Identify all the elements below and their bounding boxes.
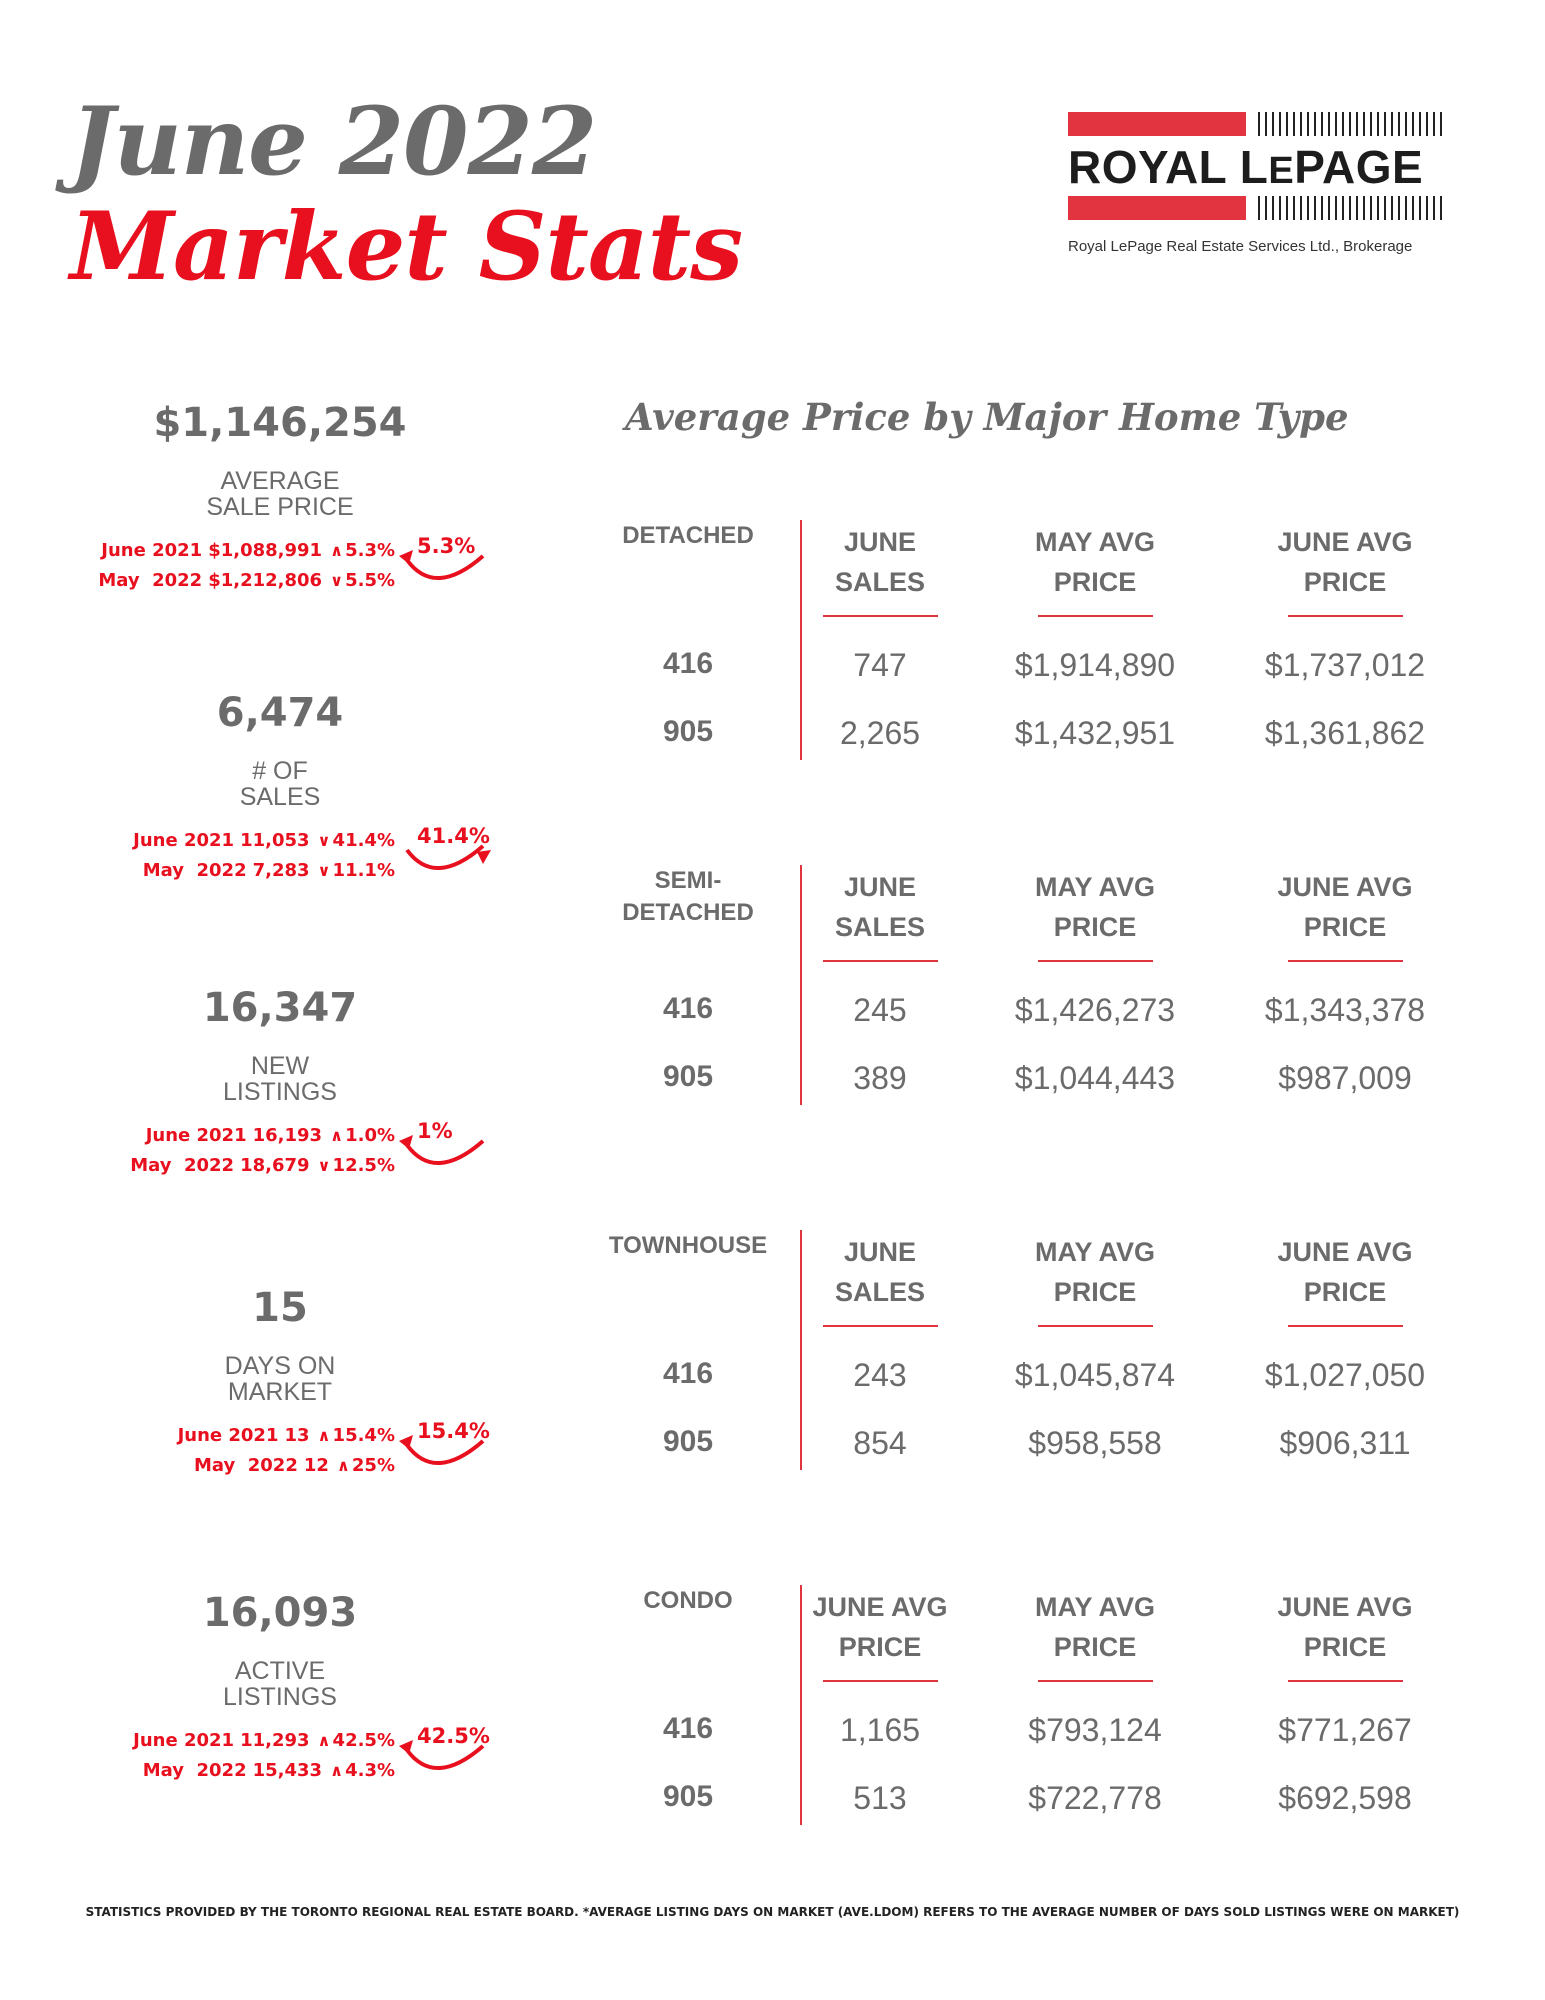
table-cell: $1,361,862: [1264, 715, 1426, 751]
column-header: MAY AVG: [1034, 1237, 1156, 1267]
column-header: SALES: [834, 567, 926, 597]
comparison-period: June 2021: [133, 830, 235, 851]
caret-up-icon: ∧: [317, 1426, 331, 1445]
logo-red-bar-bottom: [1068, 196, 1246, 220]
table-cell: 1,165: [839, 1712, 921, 1748]
column-underline: [823, 960, 938, 962]
column-header: PRICE: [1053, 1632, 1137, 1662]
logo-red-bar-top: [1068, 112, 1246, 136]
comparison-period: May 2022: [98, 570, 203, 591]
comparison-change: 1.0%: [345, 1125, 395, 1146]
table-cell: $793,124: [1028, 1712, 1162, 1748]
column-underline: [823, 1680, 938, 1682]
table-cell: 513: [853, 1780, 907, 1816]
area-code: 416: [662, 1357, 714, 1390]
column-header: PRICE: [1053, 912, 1137, 942]
column-header: PRICE: [1303, 912, 1387, 942]
column-header: JUNE: [843, 872, 917, 902]
caret-up-icon: ∧: [336, 1456, 350, 1475]
comparison-amount: $1,212,806: [208, 570, 323, 591]
stat-label: LISTINGS: [223, 1683, 337, 1711]
stat-block: [100, 690, 460, 810]
stat-block: [100, 1590, 460, 1710]
comparison-amount: 18,679: [240, 1155, 310, 1176]
area-code: 416: [662, 1712, 714, 1745]
comparison-period: May 2022: [130, 1155, 235, 1176]
caret-down-icon: ∨: [330, 571, 344, 590]
comparison-change: 5.3%: [345, 540, 395, 561]
comparison-row: [146, 1125, 395, 1146]
column-header: JUNE AVG: [1277, 1237, 1413, 1267]
column-underline: [1038, 1325, 1153, 1327]
caret-down-icon: ∨: [317, 861, 331, 880]
royal-lepage-logo: [1068, 112, 1444, 262]
caret-up-icon: ∧: [330, 1126, 344, 1145]
column-underline: [1288, 960, 1403, 962]
table-cell: $1,737,012: [1264, 647, 1426, 683]
column-header: MAY AVG: [1034, 527, 1156, 557]
column-header: JUNE AVG: [812, 1592, 948, 1622]
comparison-amount: $1,088,991: [208, 540, 323, 561]
area-code: 905: [662, 715, 714, 748]
title-line-1: June 2022: [70, 87, 597, 197]
area-code: 905: [662, 1425, 714, 1458]
comparison-amount: 11,053: [240, 830, 310, 851]
comparison-change: 4.3%: [345, 1760, 395, 1781]
column-underline: [823, 615, 938, 617]
comparison-amount: 16,193: [252, 1125, 323, 1146]
home-type-label: TOWNHOUSE: [608, 1232, 768, 1259]
table-cell: $987,009: [1278, 1060, 1412, 1096]
stat-label: # OF: [252, 757, 308, 785]
table-cell: 747: [853, 647, 907, 683]
stat-label: SALE PRICE: [206, 493, 354, 521]
stat-block: [100, 400, 460, 520]
home-type-label: DETACHED: [622, 899, 754, 926]
stat-value: 15: [252, 1285, 308, 1331]
column-header: PRICE: [838, 1632, 922, 1662]
column-header: PRICE: [1053, 567, 1137, 597]
comparison-change: 15.4%: [332, 1425, 395, 1446]
caret-down-icon: ∨: [317, 831, 331, 850]
stat-label: MARKET: [227, 1378, 333, 1406]
comparison-amount: 13: [284, 1425, 310, 1446]
comparison-row: [98, 570, 395, 591]
caret-down-icon: ∨: [317, 1156, 331, 1175]
table-cell: 389: [853, 1060, 907, 1096]
stat-block: [100, 985, 460, 1105]
table-cell: $1,432,951: [1014, 715, 1176, 751]
stat-label: DAYS ON: [224, 1352, 336, 1380]
logo-wordmark: ROYAL LEPAGE: [1068, 141, 1424, 193]
stat-label: ACTIVE: [234, 1657, 326, 1685]
stat-value: $1,146,254: [153, 400, 407, 446]
comparison-change: 11.1%: [332, 860, 395, 881]
column-header: JUNE: [843, 527, 917, 557]
change-badge: 5.3%: [417, 534, 476, 558]
comparison-change: 5.5%: [345, 570, 395, 591]
column-header: JUNE AVG: [1277, 527, 1413, 557]
table-cell: 245: [853, 992, 907, 1028]
table-cell: 854: [853, 1425, 907, 1461]
table-cell: $1,045,874: [1014, 1357, 1176, 1393]
column-underline: [1288, 1680, 1403, 1682]
comparison-amount: 15,433: [252, 1760, 323, 1781]
table-cell: $1,027,050: [1264, 1357, 1426, 1393]
column-header: PRICE: [1303, 567, 1387, 597]
comparison-amount: 7,283: [252, 860, 310, 881]
column-header: PRICE: [1303, 1277, 1387, 1307]
stat-block: [100, 1285, 460, 1405]
change-badge: 42.5%: [417, 1724, 490, 1748]
comparison-amount: 11,293: [240, 1730, 310, 1751]
comparison-row: [143, 1760, 395, 1781]
column-underline: [1288, 1325, 1403, 1327]
caret-up-icon: ∧: [317, 1731, 331, 1750]
comparison-amount: 12: [303, 1455, 329, 1476]
column-header: PRICE: [1303, 1632, 1387, 1662]
stat-label: NEW: [250, 1052, 310, 1080]
column-underline: [823, 1325, 938, 1327]
table-cell: $1,426,273: [1014, 992, 1176, 1028]
area-code: 416: [662, 647, 714, 680]
change-badge: 15.4%: [417, 1419, 490, 1443]
stat-label: SALES: [239, 783, 321, 811]
footer-note: STATISTICS PROVIDED BY THE TORONTO REGIONAL REAL ESTATE BOARD. *AVERAGE LISTING DAYS ON MARKET (AVE.LDOM) REFERS TO THE AVERAGE NUMBER OF DAYS SOLD LISTINGS WERE ON MARKET): [85, 1905, 1460, 1919]
column-underline: [1288, 615, 1403, 617]
comparison-row: [133, 1730, 395, 1751]
area-code: 905: [662, 1060, 714, 1093]
comparison-row: [143, 860, 395, 881]
column-header: JUNE AVG: [1277, 872, 1413, 902]
table-cell: $958,558: [1028, 1425, 1162, 1461]
comparison-row: [133, 830, 395, 851]
column-header: SALES: [834, 1277, 926, 1307]
change-badge: 1%: [417, 1119, 453, 1143]
comparison-period: June 2021: [133, 1730, 235, 1751]
comparison-period: May 2022: [142, 1760, 247, 1781]
column-underline: [1038, 960, 1153, 962]
comparison-change: 42.5%: [332, 1730, 395, 1751]
comparison-period: June 2021: [101, 540, 203, 561]
logo-barcode-top: [1258, 112, 1444, 136]
stat-value: 6,474: [216, 690, 344, 736]
stat-label: LISTINGS: [223, 1078, 337, 1106]
change-badge: 41.4%: [417, 824, 490, 848]
comparison-period: June 2021: [177, 1425, 279, 1446]
column-underline: [1038, 1680, 1153, 1682]
table-cell: 243: [853, 1357, 907, 1393]
comparison-change: 25%: [351, 1455, 395, 1476]
table-cell: $1,914,890: [1014, 647, 1176, 683]
column-header: JUNE: [843, 1237, 917, 1267]
comparison-period: May 2022: [193, 1455, 298, 1476]
area-code: 905: [662, 1780, 714, 1813]
column-underline: [1038, 615, 1153, 617]
table-cell: $771,267: [1278, 1712, 1412, 1748]
section-title: Average Price by Major Home Type: [625, 395, 1349, 439]
caret-up-icon: ∧: [330, 1761, 344, 1780]
comparison-period: June 2021: [145, 1125, 247, 1146]
comparison-row: [194, 1455, 395, 1476]
table-cell: 2,265: [839, 715, 921, 751]
title-line-2: Market Stats: [70, 192, 743, 302]
table-cell: $1,343,378: [1264, 992, 1426, 1028]
column-header: JUNE AVG: [1277, 1592, 1413, 1622]
table-cell: $1,044,443: [1014, 1060, 1176, 1096]
column-header: MAY AVG: [1034, 1592, 1156, 1622]
comparison-period: May 2022: [142, 860, 247, 881]
comparison-row: [178, 1425, 395, 1446]
logo-barcode-bottom: [1258, 196, 1444, 220]
comparison-change: 12.5%: [332, 1155, 395, 1176]
column-header: MAY AVG: [1034, 872, 1156, 902]
comparison-change: 41.4%: [332, 830, 395, 851]
stat-value: 16,347: [202, 985, 358, 1031]
table-cell: $722,778: [1028, 1780, 1162, 1816]
column-header: PRICE: [1053, 1277, 1137, 1307]
comparison-row: [130, 1155, 395, 1176]
table-cell: $906,311: [1279, 1425, 1411, 1461]
home-type-label: SEMI-: [654, 867, 722, 894]
stat-value: 16,093: [202, 1590, 358, 1636]
logo-subtitle: Royal LePage Real Estate Services Ltd., Brokerage: [1068, 238, 1413, 255]
column-header: SALES: [834, 912, 926, 942]
caret-up-icon: ∧: [330, 541, 344, 560]
area-code: 416: [662, 992, 714, 1025]
home-type-label: CONDO: [643, 1587, 733, 1614]
comparison-row: [101, 540, 395, 561]
stat-label: AVERAGE: [220, 467, 340, 495]
home-type-label: DETACHED: [622, 522, 754, 549]
table-cell: $692,598: [1278, 1780, 1412, 1816]
